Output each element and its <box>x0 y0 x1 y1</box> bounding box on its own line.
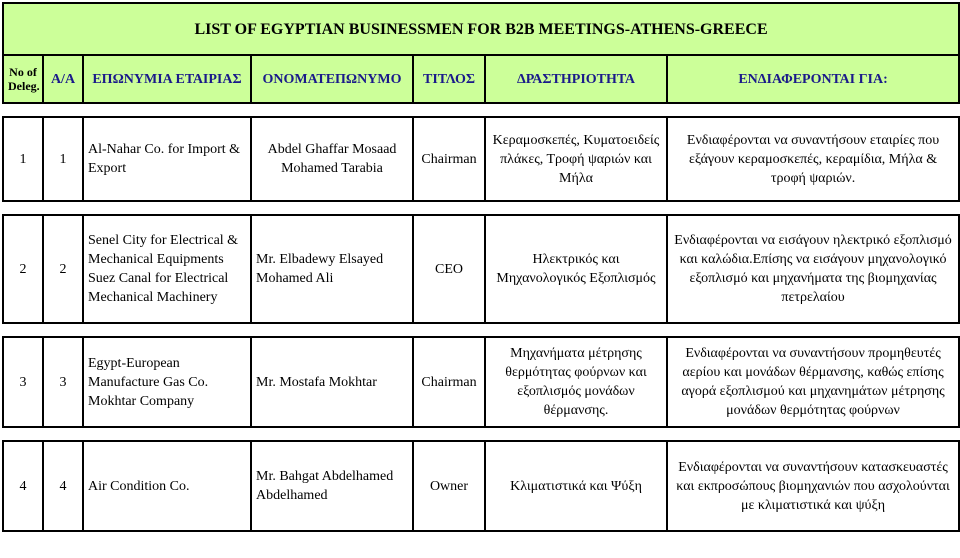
cell-aa: 3 <box>43 337 83 427</box>
cell-interest: Ενδιαφέρονται να συναντήσουν εταιρίες που εξάγουν κεραμοσκεπές, κεραμίδια, Μήλα & τροφή ψαριών. <box>667 117 959 201</box>
cell-activity: Κεραμοσκεπές, Κυματοειδείς πλάκες, Τροφή ψαριών και Μήλα <box>485 117 667 201</box>
cell-company: Senel City for Electrical & Mechanical Equipments Suez Canal for Electrical Mechanical Machinery <box>83 215 251 323</box>
header-name: ΟΝΟΜΑΤΕΠΩΝΥΜΟ <box>251 55 413 103</box>
header-activity: ΔΡΑΣΤΗΡΙΟΤΗΤΑ <box>485 55 667 103</box>
cell-no: 4 <box>3 441 43 531</box>
cell-no: 2 <box>3 215 43 323</box>
spacer-row <box>3 427 959 441</box>
page-title: LIST OF EGYPTIAN BUSINESSMEN FOR B2B MEETINGS-ATHENS-GREECE <box>3 3 959 55</box>
table-row <box>3 215 959 323</box>
cell-company: Air Condition Co. <box>83 441 251 531</box>
table-row <box>3 337 959 427</box>
cell-company: Egypt-European Manufacture Gas Co. Mokhtar Company <box>83 337 251 427</box>
cell-activity: Ηλεκτρικός και Μηχανολογικός Εξοπλισμός <box>485 215 667 323</box>
header-title: ΤΙΤΛΟΣ <box>413 55 485 103</box>
header-row <box>3 55 959 103</box>
spacer-row <box>3 201 959 215</box>
cell-title: Owner <box>413 441 485 531</box>
cell-activity: Μηχανήματα μέτρησης θερμότητας φούρνων και εξοπλισμός μονάδων θέρμανσης. <box>485 337 667 427</box>
cell-interest: Ενδιαφέρονται να συναντήσουν κατασκευαστές και εκπροσώπους βιομηχανιών που ασχολούνται με κλιματιστικά και ψύξη <box>667 441 959 531</box>
cell-company: Al-Nahar Co. for Import & Export <box>83 117 251 201</box>
header-interest: ΕΝΔΙΑΦΕΡΟΝΤΑΙ ΓΙΑ: <box>667 55 959 103</box>
table-row <box>3 441 959 531</box>
cell-name: Abdel Ghaffar Mosaad Mohamed Tarabia <box>251 117 413 201</box>
cell-aa: 2 <box>43 215 83 323</box>
cell-activity: Κλιματιστικά και Ψύξη <box>485 441 667 531</box>
cell-aa: 4 <box>43 441 83 531</box>
header-no-deleg: No of Deleg. <box>3 55 43 103</box>
spacer-row <box>3 323 959 337</box>
header-aa: Α/Α <box>43 55 83 103</box>
title-row <box>3 3 959 55</box>
cell-interest: Ενδιαφέρονται να συναντήσουν προμηθευτές αερίου και μονάδων θέρμανσης, καθώς επίσης αγορά εξοπλισμού και μηχανημάτων μέτρησης μονάδων θερμότητας φούρνων <box>667 337 959 427</box>
cell-name: Mr. Bahgat Abdelhamed Abdelhamed <box>251 441 413 531</box>
spacer-row <box>3 103 959 117</box>
cell-name: Mr. Elbadewy Elsayed Mohamed Ali <box>251 215 413 323</box>
cell-title: Chairman <box>413 117 485 201</box>
cell-interest: Ενδιαφέρονται να εισάγουν ηλεκτρικό εξοπλισμό και καλώδια.Επίσης να εισάγουν μηχανολογικό εξοπλισμό και μηχανήματα της βιομηχανίας πετρελαίου <box>667 215 959 323</box>
cell-no: 3 <box>3 337 43 427</box>
header-company: ΕΠΩΝΥΜΙΑ ΕΤΑΙΡΙΑΣ <box>83 55 251 103</box>
table-row <box>3 117 959 201</box>
cell-aa: 1 <box>43 117 83 201</box>
cell-name: Mr. Mostafa Mokhtar <box>251 337 413 427</box>
cell-title: Chairman <box>413 337 485 427</box>
cell-no: 1 <box>3 117 43 201</box>
businessmen-table <box>2 2 960 532</box>
cell-title: CEO <box>413 215 485 323</box>
